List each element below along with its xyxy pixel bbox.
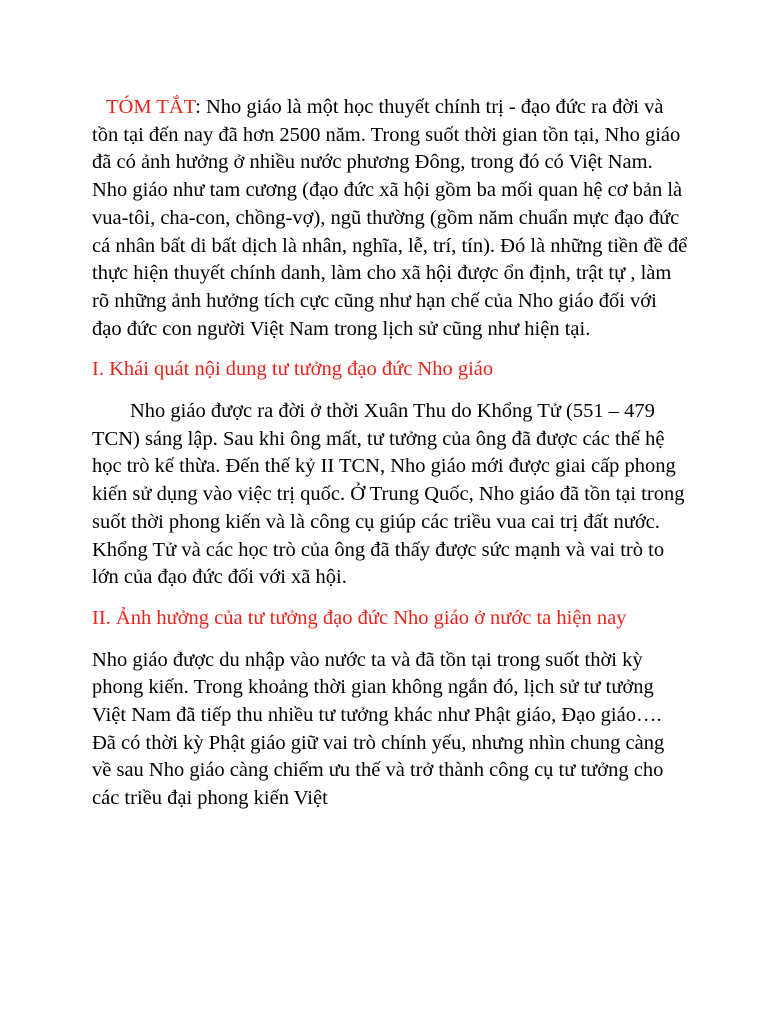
spacer	[92, 343, 688, 356]
section-1-paragraph: Nho giáo được ra đời ở thời Xuân Thu do Khổng Tử (551 – 479 TCN) sáng lập. Sau khi ông mất, tư tưởng của ông đã được các thế hệ học trò kế thừa. Đến thế kỷ II TCN, Nho giáo mới được giai cấp phong kiến sử dụng vào việc trị quốc. Ở Trung Quốc, Nho giáo đã tồn tại trong suốt thời phong kiến và là công cụ giúp các triều vua cai trị đất nước. Khổng Tử và các học trò của ông đã thấy được sức mạnh và vai trò to lớn của đạo đức đối với xã hội.	[92, 400, 685, 589]
summary-label: TÓM TẮT	[106, 96, 196, 118]
section-1-heading: I. Khái quát nội dung tư tưởng đạo đức Nho giáo	[92, 358, 494, 381]
document-page	[92, 94, 688, 813]
spacer	[92, 633, 688, 647]
summary-separator: :	[195, 96, 206, 118]
section-2-heading: II. Ảnh hưởng của tư tưởng đạo đức Nho giáo ở nước ta hiện nay	[92, 606, 627, 629]
summary-paragraph	[92, 94, 688, 343]
section-2-paragraph: Nho giáo được du nhập vào nước ta và đã tồn tại trong suốt thời kỳ phong kiến. Trong khoảng thời gian không ngắn đó, lịch sử tư tưởng Việt Nam đã tiếp thu nhiều tư tưởng khác như Phật giáo, Đạo giáo…. Đã có thời kỳ Phật giáo giữ vai trò chính yếu, nhưng nhìn chung càng về sau Nho giáo càng chiếm ưu thế và trở thành công cụ tư tưởng cho các triều đại phong kiến Việt	[92, 648, 665, 810]
spacer	[92, 592, 688, 605]
spacer	[92, 384, 688, 398]
summary-text: Nho giáo là một học thuyết chính trị - đạo đức ra đời và tồn tại đến nay đã hơn 2500 năm. Trong suốt thời gian tồn tại, Nho giáo đã có ảnh hưởng ở nhiều nước phương Đông, trong đó có Việt Nam. Nho giáo như tam cương (đạo đức xã hội gồm ba mối quan hệ cơ bản là vua-tôi, cha-con, chồng-vợ), ngũ thường (gồm năm chuẩn mực đạo đức cá nhân bất di bất dịch là nhân, nghĩa, lễ, trí, tín). Đó là những tiền đề để thực hiện thuyết chính danh, làm cho xã hội được ổn định, trật tự , làm rõ những ảnh hưởng tích cực cũng như hạn chế của Nho giáo đối với đạo đức con người Việt Nam trong lịch sử cũng như hiện tại.	[92, 96, 688, 340]
